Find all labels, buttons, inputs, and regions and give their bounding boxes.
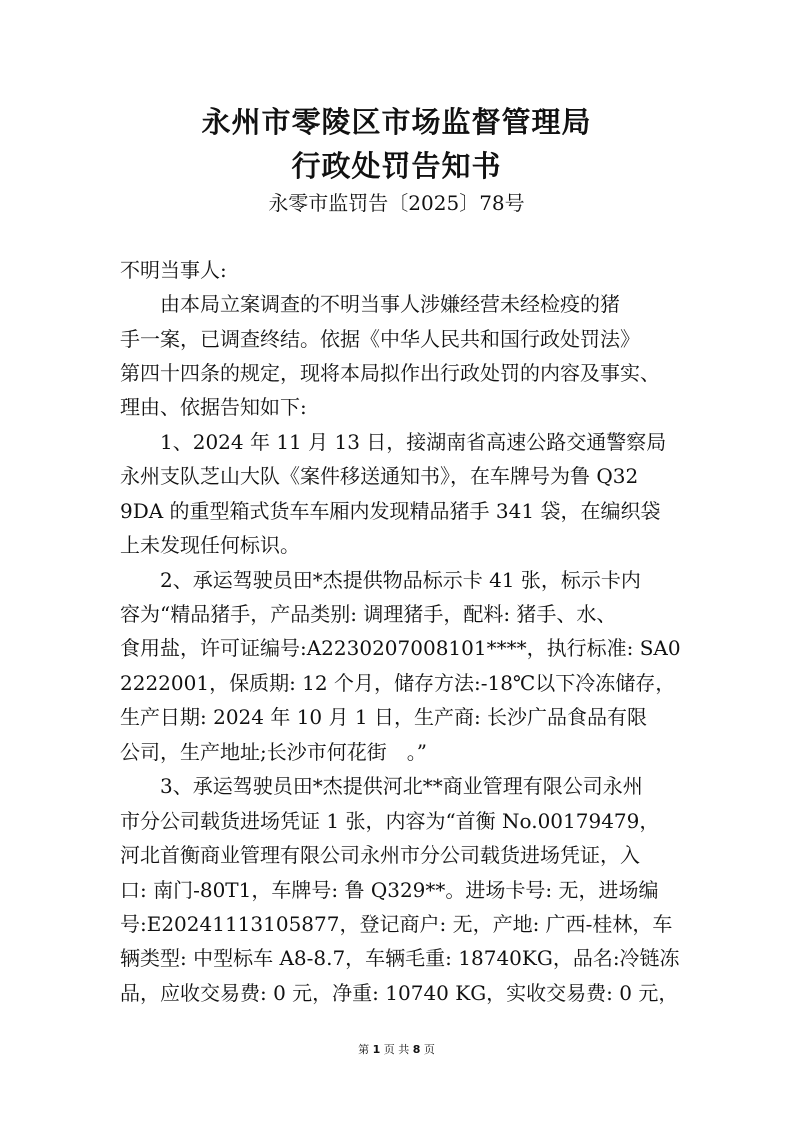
paragraph-line: 品，应收交易费: 0 元，净重: 10740 KG，实收交易费: 0 元， — [120, 981, 679, 1005]
paragraph-line: 食用盐，许可证编号:A2230207008101****，执行标准: SA0 — [120, 636, 681, 660]
footer-suffix: 页 — [423, 1043, 435, 1056]
paragraph-line: 永州支队芝山大队《案件移送通知书》，在车牌号为鲁 Q32 — [120, 464, 639, 488]
paragraph-line: 理由、依据告知如下: — [120, 395, 307, 419]
paragraph-line: 口: 南门-80T1，车牌号: 鲁 Q329**。进场卡号: 无，进场编 — [120, 878, 659, 902]
paragraph-line: 河北首衡商业管理有限公司永州市分公司载货进场凭证，入 — [120, 843, 640, 867]
paragraph-line: 号:E20241113105877，登记商户: 无，产地: 广西-桂林，车 — [120, 912, 673, 936]
paragraph-line: 市分公司载货进场凭证 1 张，内容为“首衡 No.00179479， — [120, 809, 660, 833]
footer-prefix: 第 — [358, 1043, 370, 1056]
total-page-count: 8 — [412, 1043, 421, 1056]
paragraph-line: 由本局立案调查的不明当事人涉嫌经营未经检疫的猪 — [120, 292, 620, 316]
paragraph-line: 公司，生产地址;长沙市何花街 。” — [120, 740, 427, 764]
paragraph-line: 辆类型: 中型标车 A8-8.7，车辆毛重: 18740KG，品名:冷链冻 — [120, 946, 680, 970]
paragraph-line: 手一案，已调查终结。依据《中华人民共和国行政处罚法》 — [120, 327, 640, 351]
paragraph-line: 1、2024 年 11 月 13 日，接湖南省高速公路交通警察局 — [120, 430, 667, 454]
paragraph-line: 生产日期: 2024 年 10 月 1 日，生产商: 长沙广品食品有限 — [120, 705, 648, 729]
document-title-type: 行政处罚告知书 — [291, 149, 502, 183]
paragraph-line: 2222001，保质期: 12 个月，储存方法:-18℃以下冷冻储存， — [120, 671, 676, 695]
addressee: 不明当事人: — [120, 258, 227, 282]
current-page-number: 1 — [372, 1043, 381, 1056]
page-footer — [0, 1042, 793, 1058]
document-title-authority: 永州市零陵区市场监督管理局 — [201, 105, 592, 139]
paragraph-line: 第四十四条的规定，现将本局拟作出行政处罚的内容及事实、 — [120, 361, 660, 385]
paragraph-line: 3、承运驾驶员田*杰提供河北**商业管理有限公司永州 — [120, 774, 643, 798]
paragraph-line: 9DA 的重型箱式货车车厢内发现精品猪手 341 袋，在编织袋 — [120, 499, 661, 523]
document-number: 永零市监罚告〔2025〕78号 — [268, 191, 525, 215]
footer-middle: 页 共 — [383, 1043, 410, 1056]
paragraph-line: 上未发现任何标识。 — [120, 533, 300, 557]
paragraph-line: 2、承运驾驶员田*杰提供物品标示卡 41 张，标示卡内 — [120, 568, 641, 592]
paragraph-line: 容为“精品猪手，产品类别: 调理猪手，配料: 猪手、水、 — [120, 602, 617, 626]
